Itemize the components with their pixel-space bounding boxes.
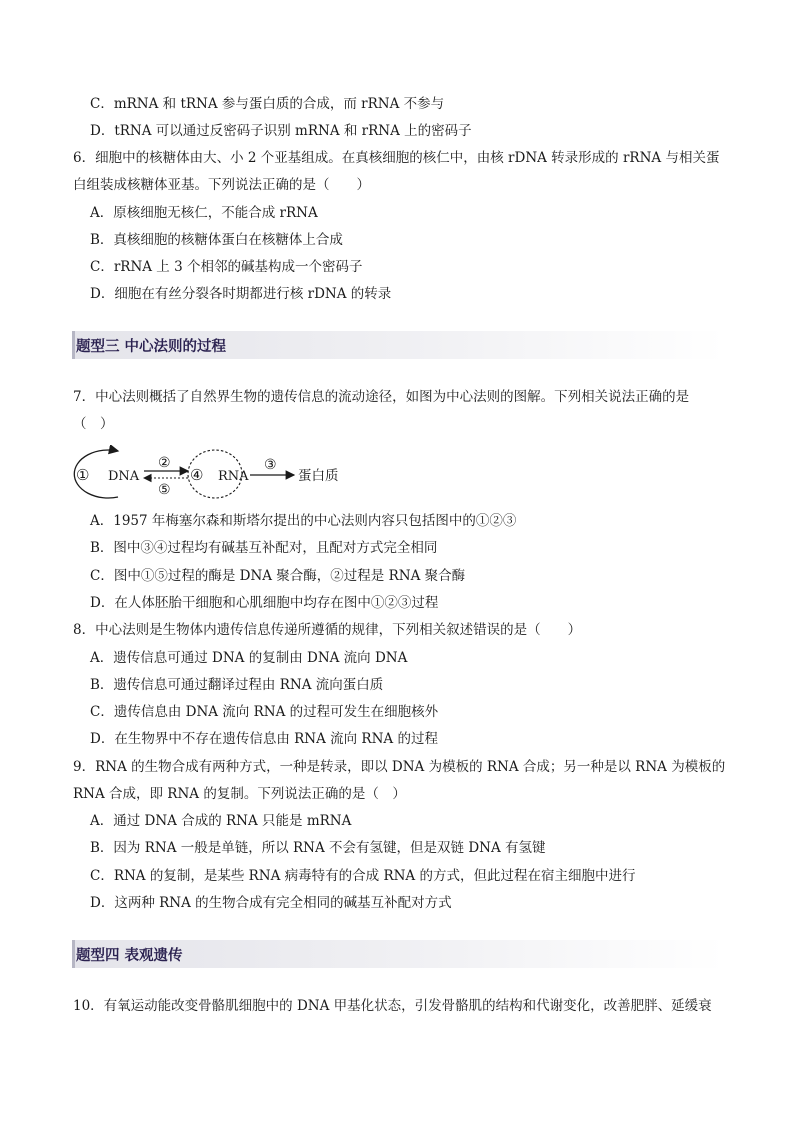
label-1: ① (76, 466, 90, 484)
label-protein: 蛋白质 (298, 468, 339, 484)
q9-option-a: A．通过 DNA 合成的 RNA 只能是 mRNA (90, 813, 352, 829)
q8-stem: 8．中心法则是生物体内遗传信息传递所遵循的规律，下列相关叙述错误的是（ ） (73, 622, 582, 638)
central-dogma-diagram (72, 445, 362, 505)
section-heading-4-text: 题型四 表观遗传 (76, 948, 183, 964)
q10-stem-line1: 10．有氧运动能改变骨骼肌细胞中的 DNA 甲基化状态，引发骨骼肌的结构和代谢变化，改善肥胖、延缓衰 (73, 998, 712, 1014)
q6-option-d: D．细胞在有丝分裂各时期都进行核 rDNA 的转录 (90, 286, 392, 302)
label-5: ⑤ (158, 482, 171, 498)
q6-option-a: A．原核细胞无核仁，不能合成 rRNA (90, 205, 318, 221)
section-heading-4 (72, 940, 725, 968)
q6-option-c: C．rRNA 上 3 个相邻的碱基构成一个密码子 (90, 259, 363, 275)
q9-stem-line1: 9．RNA 的生物合成有两种方式，一种是转录，即以 DNA 为模板的 RNA 合成；另一种是以 RNA 为模板的 (73, 759, 726, 775)
label-2: ② (158, 455, 171, 471)
q8-option-a: A．遗传信息可通过 DNA 的复制由 DNA 流向 DNA (90, 650, 408, 666)
label-dna: DNA (108, 469, 140, 484)
label-3: ③ (264, 457, 277, 473)
q7-option-d: D．在人体胚胎干细胞和心肌细胞中均存在图中①②③过程 (90, 595, 439, 611)
q5-option-c: C．mRNA 和 tRNA 参与蛋白质的合成，而 rRNA 不参与 (90, 96, 445, 112)
q9-option-b: B．因为 RNA 一般是单链，所以 RNA 不会有氢键，但是双链 DNA 有氢键 (90, 840, 546, 856)
q9-stem-line2: RNA 合成，即 RNA 的复制。下列说法正确的是（ ） (73, 786, 406, 802)
q6-stem-line2: 白组装成核糖体亚基。下列说法正确的是（ ） (73, 177, 370, 193)
q9-option-d: D．这两种 RNA 的生物合成有完全相同的碱基互补配对方式 (90, 895, 452, 911)
q6-stem-line1: 6．细胞中的核糖体由大、小 2 个亚基组成。在真核细胞的核仁中，由核 rDNA 转录形成的 rRNA 与相关蛋 (73, 150, 720, 166)
q8-option-c: C．遗传信息由 DNA 流向 RNA 的过程可发生在细胞核外 (90, 704, 439, 720)
label-rna: RNA (218, 469, 249, 484)
label-4: ④ (190, 466, 204, 484)
q6-option-b: B．真核细胞的核糖体蛋白在核糖体上合成 (90, 232, 343, 248)
q7-stem-line2: （ ） (73, 416, 114, 432)
section-heading-3 (72, 331, 725, 359)
q7-option-b: B．图中③④过程均有碱基互补配对，且配对方式完全相同 (90, 540, 438, 556)
q7-stem-line1: 7．中心法则概括了自然界生物的遗传信息的流动途径，如图为中心法则的图解。下列相关说法正确的是 (73, 389, 690, 405)
q9-option-c: C．RNA 的复制，是某些 RNA 病毒特有的合成 RNA 的方式，但此过程在宿主细胞中进行 (90, 868, 636, 884)
q8-option-b: B．遗传信息可通过翻译过程由 RNA 流向蛋白质 (90, 677, 384, 693)
q5-option-d: D．tRNA 可以通过反密码子识别 mRNA 和 rRNA 上的密码子 (90, 123, 472, 139)
section-heading-3-text: 题型三 中心法则的过程 (76, 339, 227, 355)
q8-option-d: D．在生物界中不存在遗传信息由 RNA 流向 RNA 的过程 (90, 731, 438, 747)
q7-option-c: C．图中①⑤过程的酶是 DNA 聚合酶，②过程是 RNA 聚合酶 (90, 568, 466, 584)
q7-option-a: A．1957 年梅塞尔森和斯塔尔提出的中心法则内容只包括图中的①②③ (90, 513, 517, 529)
